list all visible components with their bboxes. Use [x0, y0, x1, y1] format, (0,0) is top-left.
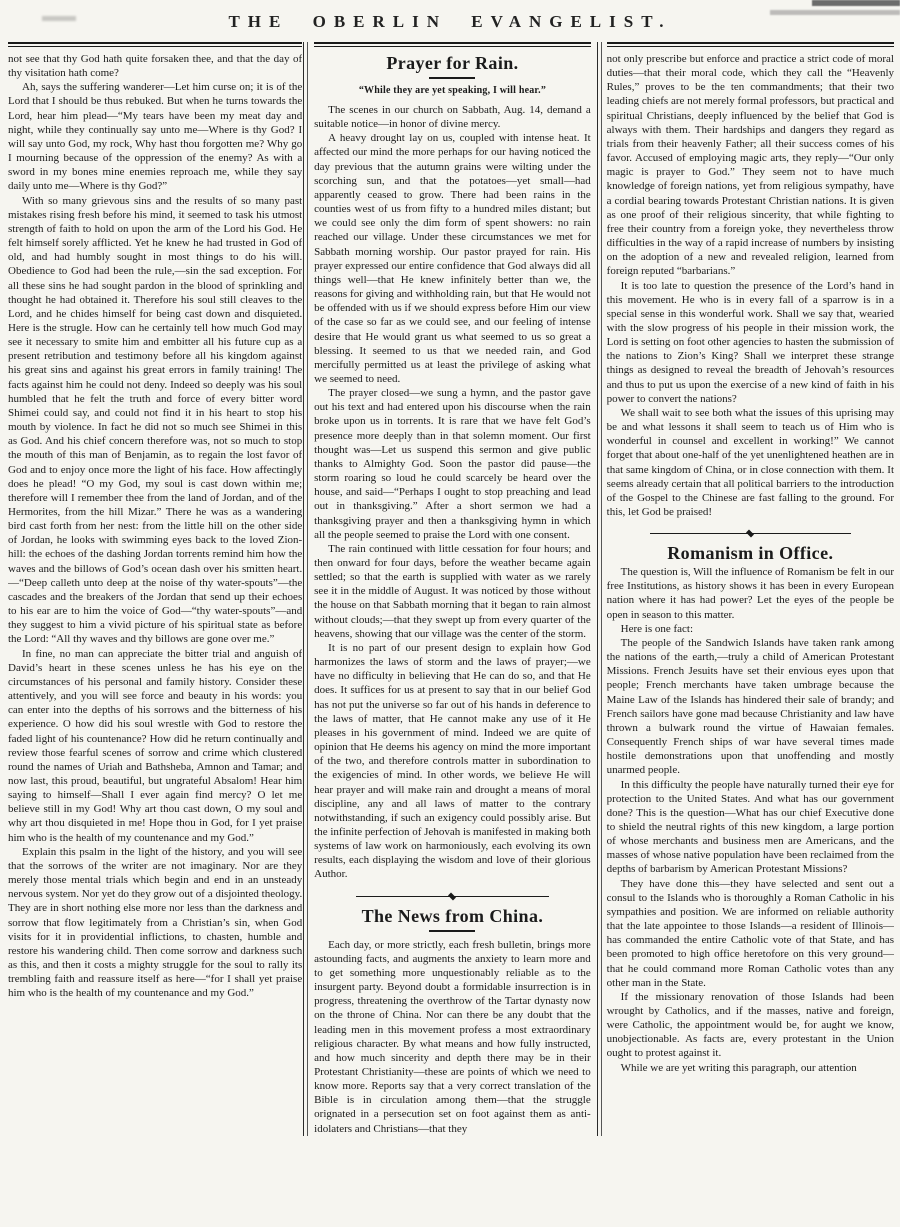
- masthead-title: THE OBERLIN EVANGELIST.: [228, 12, 672, 31]
- scan-artifact-corner-mark: [42, 16, 76, 21]
- paragraph: Explain this psalm in the light of the history, and you will see that the sorrows of the writer are not imaginary. Nor are they merely those mental trials which begin and end in an unsteady nervous system. Nor yet do they grow out of a disjointed theology. They are in short nothing else more nor less than the darkness and sorrow that flow legitimately from a Christian’s sin, when God visits for it in providential inflictions, to chasten, humble and restore his wandering child. Then come sorrow and darkness such as this, and then it costs a mighty struggle for the soul to rally its trembling faith and reassure itself as here—“for I shall yet praise him who is the health of my countenance and my God.”: [8, 845, 303, 1000]
- column-3: [603, 42, 894, 1136]
- article-divider: [650, 530, 851, 537]
- column-top-rule: [8, 42, 302, 47]
- heading-rule: [429, 77, 475, 79]
- article-heading-news-from-china: The News from China.: [361, 905, 544, 926]
- paragraph: We shall wait to see both what the issues of this uprising may be and what lessons it shall seem to teach us of Him who is wonderful in counsel and excellent in working!” We cannot forget that about one-half of the yet unenlightened heathen are in that same kingdom of China, or in close connection with them. It seems already certain that all political barriers to the introduction of the Gospel to the Chinese are fast falling to the ground. For this, let God be praised!: [606, 406, 894, 518]
- scan-artifact-smudge: [812, 0, 900, 6]
- paragraph: The people of the Sandwich Islands have taken rank among the nations of the earth,—truly a child of American Protestant Missions. French Jesuits have set their envious eyes upon that people; French merchants have taken umbrage because the Maine Law of the Islands has hindered their sale of brandy; and French sailors have gone mad because Christianity and law have thrown a bulwark round the virtue of Hawaian females. Consequently French ships of war have several times made hostile demonstrations upon that unoffending and mostly unarmed people.: [606, 636, 894, 777]
- column-1: [8, 42, 302, 1136]
- paragraph: The question is, Will the influence of Romanism be felt in our free Institutions, as history shows it has been in every European nation where it has had power? Let the eyes of the people be open in season to this matter.: [606, 566, 894, 621]
- paragraph: The rain continued with little cessation for four hours; and then onward for four days, before the weather became again settled; so that the earth is supplied with water as we rarely see it in the middle of August. It was noticed by those without the house on that Sabbath morning that it began to rain almost without clouds;—that they swept up from every quarter of the heavens, showing that our village was the center of the storm.: [314, 542, 591, 640]
- paragraph: In this difficulty the people have naturally turned their eye for protection to the United States. And what has our government done? This is the question—What has our chief Executive done to shield the neutral rights of this new kingdom, a large portion of whose merchants and business men are Americans, and the masses of whose native population have been reclaimed from the depths of barbarism by American Protestant Missions?: [606, 778, 894, 876]
- column-top-rule: [314, 42, 591, 47]
- columns-container: [0, 42, 900, 1136]
- paragraph: They have done this—they have selected and sent out a consul to the Islands who is thoroughly a Roman Catholic in his sympathies and position. We are informed on reliable authority that the late appointee to those Islands—a resident of Illinois—has commanded the entire Catholic vote of that State, and has been promoted to high office heretofore on this very ground—that he could command more Roman Catholic votes than any other man in the State.: [606, 877, 894, 989]
- heading-rule: [429, 930, 475, 932]
- column-2: [309, 42, 596, 1136]
- paragraph: It is no part of our present design to explain how God harmonizes the laws of storm and the laws of prayer;—we have no difficulty in believing that He can do so, and that He does. It suffices for us at present to say that in our belief God has not put the universe so far out of his hands in deference to the laws of matter, that He cannot make any use of it He pleases in his government of mind. Indeed we are quite of opinion that He deems his agency on mind the more important of the two, and therefore controls matter in subordination to the exigencies of mind. In other words, we believe He will hear prayer and will make rain and drought a means of moral discipline, any and all laws of matter to the contrary notwithstanding, if such an exigency could possibly arise. But the infinite perfection of Jehovah is manifested in making both systems of law work on harmoniously, each evolving its own results, each displaying the wisdom and love of their glorious Author.: [314, 641, 591, 881]
- article-heading-prayer-for-rain: Prayer for Rain.: [386, 53, 519, 73]
- column-top-rule: [607, 42, 894, 47]
- article-heading-romanism-in-office: Romanism in Office.: [667, 543, 834, 564]
- paragraph: not only prescribe but enforce and practice a strict code of moral duties—that their moral code, which they call the “Heavenly Rules,” proves to be the ten commandments; that their two leading chiefs are not merely formal professors, but practical and spiritual Christians, deeply influenced by the belief that God is always with them. Their hardships and dangers they regard as trials from their heavenly Father; all their success comes of his favor. Accused of employing magic arts, they reply—“Our only magic is prayer to God.” They seem not to have much knowledge of foreign nations, yet from religious sympathy, have a cordial bearing towards Protestant Christian nations. It is given as one proof of their religious sincerity, that while fighting to free their country from a foreign yoke, they nevertheless throw difficulties in the way of a rapid increase of numbers by insisting on the adoption of a new and revealed religion, learned from foreign reputed “barbarians.”: [606, 53, 894, 278]
- paragraph: Here is one fact:: [620, 622, 694, 635]
- scan-artifact-smudge: [770, 10, 900, 15]
- paragraph: Each day, or more strictly, each fresh bulletin, brings more astounding facts, and augments the anxiety to learn more and to get something more unquestionably reliable as to the insurgent party. Beyond doubt a formidable insurrection is in progress, threatening the overthrow of the Tartar dynasty now on the throne of China. Nor can there be any doubt that the leading men in this movement profess a most extraordinary religious character. By what means and how fully instructed, and how much sincerity and depth there may be in their Protestant Christianity—these are points of which we need to know more. Reports say that a very correct translation of the Bible is in circulation among them—that the struggle orignated in a persecution set on foot against them as anti-idolaters and Christians—that they: [314, 938, 591, 1135]
- column-divider-rule: [597, 42, 602, 1136]
- column-divider-rule: [303, 42, 308, 1136]
- paragraph: It is too late to question the presence of the Lord’s hand in this movement. He who is in every fall of a sparrow is in a special sense in this wonderful work. Shall we say that, wearied with the slow progress of his people in their mission work, the Lord is setting on foot other agencies to hasten the submission of the nations to Zion’s King? Shall we interpret these strange things as designed to reveal the breadth of Jehovah’s resources and thus to put us upon the exercise of a new kind of faith in his power to convert the nations?: [606, 279, 894, 405]
- divider-diamond-icon: [448, 892, 456, 900]
- paragraph: While we are yet writing this paragraph, our attention: [620, 1061, 857, 1074]
- paragraph: In fine, no man can appreciate the bitter trial and anguish of David’s heart in these scenes unless he has his eye on the circumstances of his personal and family history. Consider these attentively, and you will see force and beauty in his words: you can enter into the depths of his sorrows and the bitterness of his experience. O how did his soul wrestle with God to restore the faded light of his countenance? How did he return continually and review those fearful scenes of sorrow and crime which clustered round the names of Uriah and Bathsheba, Amnon and Tamar; and now last, this proud, beautiful, but ungrateful Absalom! Hear him saying to himself—Shall I ever again find mercy? O let me believe still in my God! Why art thou cast down, O my soul and why art thou disquieted in me! Hope thou in God, for I yet praise him who is the health of my countenance and my God.”: [8, 647, 303, 844]
- article-divider: [356, 893, 550, 900]
- paragraph: not see that thy God hath quite forsaken thee, and that the day of thy visitation hath come?: [8, 53, 303, 80]
- paragraph: The scenes in our church on Sabbath, Aug. 14, demand a suitable notice—in honor of divine mercy.: [314, 104, 591, 131]
- paragraph: A heavy drought lay on us, coupled with intense heat. It affected our mind the more perhaps for our having noticed the day previous that the autumn grains were wilting under the scorching sun, and that the potatoes—yet small—had apparently ceased to grow. There had been rains in the counties west of us from fifty to a hundred miles distant; but we could see only the dim form of spent showers: no rain reached our village. Under these circumstances we met for Sabbath morning worship. Our pastor prayed for rain. His prayer expressed our entire confidence that God always did all things well—that He knew infinitely better than we, the reasons for giving and withholding rain, but that He would not be offended with us if we should express before Him our view of the case so far as we could see, and our feeling of intense desire that He would grant us what seemed to us so great a blessing. It seemed to us that we needed rain, and God mercifully permitted us at least the privilege of asking what we seemed to need.: [314, 132, 591, 385]
- paragraph: The prayer closed—we sung a hymn, and the pastor gave out his text and had entered upon his discourse when the rain broke upon us in torrents. It is rare that we have felt God’s presence more deeply than in that solemn moment. Our first thought was—Let us suspend this sermon and give public thanks to Almighty God. Soon the pastor did pause—the storm roaring so loud he could scarcely be heard over the house, and said—“Perhaps I ought to stop preaching and lead out in thanksgiving.” After a short sermon we had a thanksgiving prayer and then a thanksgiving hymn in which all the people seemed to praise the Lord with one consent.: [314, 387, 591, 541]
- paragraph: With so many grievous sins and the results of so many past mistakes rising fresh before his mind, it seemed to task his utmost strength of faith to hold on upon the arm of the Lord his God. He felt himself sorely afflicted. Yet he knew he had trusted in God of old, and had humbly sought in most things to do his will. Obedience to God had been the rule,—sin the sad exception. For all these sins he had sought pardon in the blood of sprinkling and thought he had obtained it. Therefore his soul still cleaves to the Lord, and he chides himself for being cast down and disquieted. Here is the strugle. How can he certainly tell how much God may see it necessary to smite him and embitter all his future cup as a present retribution and testimony before all his kingdom against his great sins and against his great errors in family training! The facts against him he could not deny. Indeed so deeply was his soul humbled that he felt the truth and force of every bitter word Shimei could say, and could not find it in his heart to stop his mouth by violence. In fact he did not so much see Shimei in this as God. And his chief concern therefore was, not so much to stop the mouth of this man of Benjamin, as to regain the lost favor of God and to enjoy once more the light of his face. How affectingly does he plead! “O my God, my soul is cast down within me; therefore will I remember thee from the land of Jordan, and of the Hermorites, from the hill Mizar.” There he was as a wandering bird cast forth from her nest: from the little hill on the other side of Jordan, he looks with swimming eyes back to the loved Zion-hill: the echoes of the dashing Jordan torrents remind him how the waves and the billows of God’s ocean dash over his smitten heart.—“Deep calleth unto deep at the noise of thy water-spouts”—the cascades and the breakers of the Jordan that send up their echoes to his ear are to him the voice of God—“thy water-spouts”—and they suggest to him a vivid picture of his spiritual state as before the Lord: “All thy waves and thy billows are gone over me.”: [8, 194, 303, 646]
- article-epigraph: “While they are yet speaking, I will hear.”: [358, 85, 547, 96]
- divider-diamond-icon: [746, 530, 754, 538]
- paragraph: If the missionary renovation of those Islands had been wrought by Catholics, and if the masses, native and foreign, were Catholic, the appointment would be, for aught we know, unobjectionable. As facts are, every protestant in the Union ought to protest against it.: [606, 990, 894, 1060]
- paragraph: Ah, says the suffering wanderer—Let him curse on; it is of the Lord that I should be thus rebuked. But when he turns towards the Lord, hear him plead—“My tears have been my meat day and night, while they continually say unto me—Where is thy God? I will say unto God, my rock, Why hast thou forgotten me? Why go I mourning because of the oppression of the enemy? As with a sword in my bones mine enemies reproach me, while they say daily unto me—Where is thy God?”: [8, 81, 303, 193]
